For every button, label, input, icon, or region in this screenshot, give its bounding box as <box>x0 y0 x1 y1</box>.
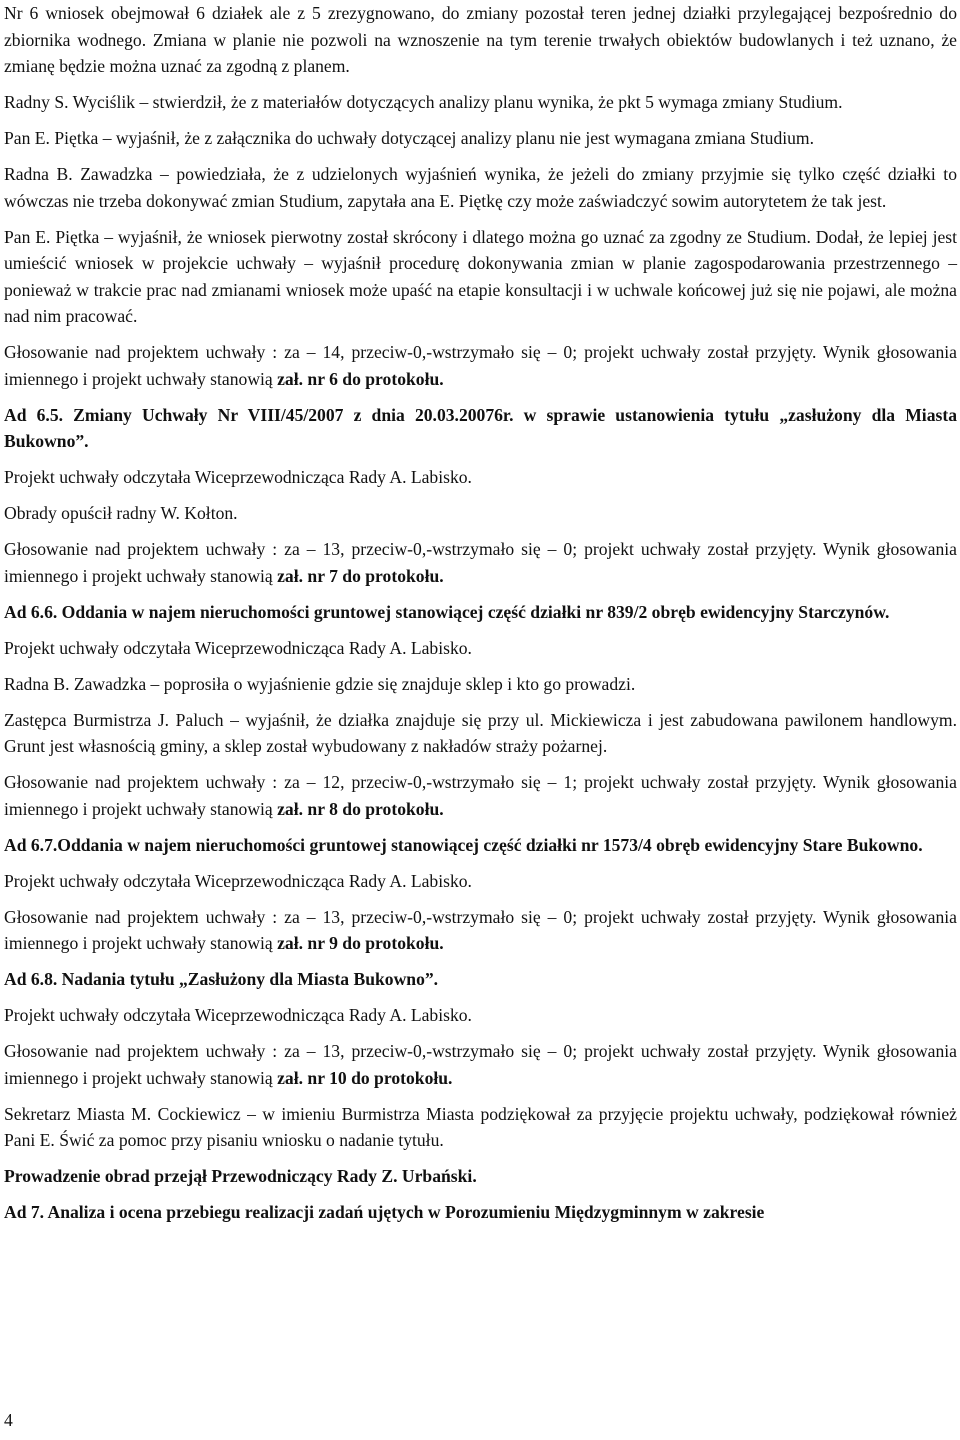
paragraph <box>4 125 957 152</box>
bold-text: zał. nr 10 do protokołu. <box>277 1067 453 1088</box>
paragraph-text: Zastępca Burmistrza J. Paluch – wyjaśnił, że działka znajduje się przy ul. Mickiewicza i jest zabudowana pawilonem handlowym. Grunt jest własnością gminy, a sklep został wybudowany z nakładów straży pożarnej. <box>4 709 957 756</box>
bold-text: Ad 6.5. Zmiany Uchwały Nr VIII/45/2007 z dnia 20.03.20076r. w sprawie ustanowienia tytułu „zasłużony dla Miasta Bukowno”. <box>4 404 957 451</box>
paragraph-text: Głosowanie nad projektem uchwały : za – 13, przeciw-0,-wstrzymało się – 0; projekt uchwały został przyjęty. Wynik głosowania imiennego i projekt uchwały stanowią <box>4 1041 957 1088</box>
paragraph <box>4 904 957 957</box>
bold-text: Ad 6.8. Nadania tytułu „Zasłużony dla Miasta Bukowno”. <box>4 969 439 989</box>
paragraph <box>4 536 957 589</box>
paragraph <box>4 500 957 527</box>
paragraph-text: Głosowanie nad projektem uchwały : za – 13, przeciw-0,-wstrzymało się – 0; projekt uchwały został przyjęty. Wynik głosowania imiennego i projekt uchwały stanowią <box>4 906 957 953</box>
bold-text: zał. nr 7 do protokołu. <box>277 565 444 586</box>
paragraph-text: Projekt uchwały odczytała Wiceprzewodnicząca Rady A. Labisko. <box>4 870 472 891</box>
paragraph-text: Projekt uchwały odczytała Wiceprzewodnicząca Rady A. Labisko. <box>4 1005 472 1025</box>
paragraph <box>4 832 957 859</box>
paragraph <box>4 599 957 626</box>
bold-text: zał. nr 8 do protokołu. <box>277 798 444 819</box>
paragraph <box>4 635 957 662</box>
paragraph <box>4 1199 957 1226</box>
paragraph-text: Pan E. Piętka – wyjaśnił, że z załącznika do uchwały dotyczącej analizy planu nie jest wymagana zmiana Studium. <box>4 128 815 148</box>
paragraph-text: Głosowanie nad projektem uchwały : za – 14, przeciw-0,-wstrzymało się – 0; projekt uchwały został przyjęty. Wynik głosowania imiennego i projekt uchwały stanowią <box>4 342 957 389</box>
paragraph <box>4 769 957 822</box>
paragraph <box>4 464 957 491</box>
paragraph-text: Sekretarz Miasta M. Cockiewicz – w imieniu Burmistrza Miasta podziękował za przyjęcie projektu uchwały, podziękował również Pani E. Świć za pomoc przy pisaniu wniosku o nadanie tytułu. <box>4 1103 957 1150</box>
paragraph <box>4 0 957 80</box>
paragraph <box>4 339 957 392</box>
paragraph <box>4 966 957 993</box>
bold-text: Prowadzenie obrad przejął Przewodniczący Rady Z. Urbański. <box>4 1166 477 1186</box>
paragraph <box>4 868 957 895</box>
document-page <box>4 0 957 1235</box>
paragraph-text: Radna B. Zawadzka – poprosiła o wyjaśnienie gdzie się znajduje sklep i kto go prowadzi. <box>4 673 636 694</box>
paragraph-text: Radny S. Wyciślik – stwierdził, że z materiałów dotyczących analizy planu wynika, że pkt 5 wymaga zmiany Studium. <box>4 92 843 112</box>
paragraph-text: Pan E. Piętka – wyjaśnił, że wniosek pierwotny został skrócony i dlatego można go uznać za zgodny ze Studium. Dodał, że lepiej jest umieścić wniosek w projekcie uchwały – wyjaśnił procedurę dokonywania zmian w planie zagospodarowania przestrzennego – ponieważ w trakcie prac nad zmianami wniosek może upaść na etapie konsultacji i w uchwale końcowej już się nie pojawi, ale można nad nim pracować. <box>4 226 957 326</box>
bold-text: Ad 6.6. Oddania w najem nieruchomości gruntowej stanowiącej część działki nr 839/2 obręb ewidencyjny Starczynów. <box>4 601 890 622</box>
paragraph <box>4 89 957 116</box>
paragraph <box>4 1002 957 1029</box>
bold-text: zał. nr 9 do protokołu. <box>277 933 444 953</box>
bold-text: Ad 6.7.Oddania w najem nieruchomości gruntowej stanowiącej część działki nr 1573/4 obręb ewidencyjny Stare Bukowno. <box>4 834 923 855</box>
paragraph <box>4 1038 957 1091</box>
paragraph <box>4 707 957 760</box>
paragraph <box>4 402 957 455</box>
bold-text: zał. nr 6 do protokołu. <box>277 368 444 389</box>
paragraph <box>4 1163 957 1190</box>
paragraph <box>4 1101 957 1154</box>
paragraph-text: Nr 6 wniosek obejmował 6 działek ale z 5 zrezygnowano, do zmiany pozostał teren jednej działki przylegającej bezpośrednio do zbiornika wodnego. Zmiana w planie nie pozwoli na wznoszenie na tym terenie trwałych obiektów budowlanych i też uznano, że zmianę będzie można uznać za zgodną z planem. <box>4 3 957 76</box>
paragraph-text: Głosowanie nad projektem uchwały : za – 13, przeciw-0,-wstrzymało się – 0; projekt uchwały został przyjęty. Wynik głosowania imiennego i projekt uchwały stanowią <box>4 539 957 586</box>
paragraph-text: Obrady opuścił radny W. Kołton. <box>4 503 238 523</box>
paragraph <box>4 161 957 214</box>
page-number: 4 <box>4 1410 13 1430</box>
paragraph-text: Projekt uchwały odczytała Wiceprzewodnicząca Rady A. Labisko. <box>4 467 472 487</box>
paragraph-text: Radna B. Zawadzka – powiedziała, że z udzielonych wyjaśnień wynika, że jeżeli do zmiany przyjmie się tylko część działki to wówczas nie trzeba dokonywać zmian Studium, zapytała ana E. Piętkę czy może zaświadczyć sowim autorytetem że tak jest. <box>4 164 957 211</box>
paragraph <box>4 671 957 698</box>
paragraph-text: Projekt uchwały odczytała Wiceprzewodnicząca Rady A. Labisko. <box>4 637 472 658</box>
paragraph <box>4 224 957 330</box>
bold-text: Ad 7. Analiza i ocena przebiegu realizacji zadań ujętych w Porozumieniu Międzygminnym w zakresie <box>4 1202 765 1222</box>
paragraph-text: Głosowanie nad projektem uchwały : za – 12, przeciw-0,-wstrzymało się – 1; projekt uchwały został przyjęty. Wynik głosowania imiennego i projekt uchwały stanowią <box>4 772 957 819</box>
